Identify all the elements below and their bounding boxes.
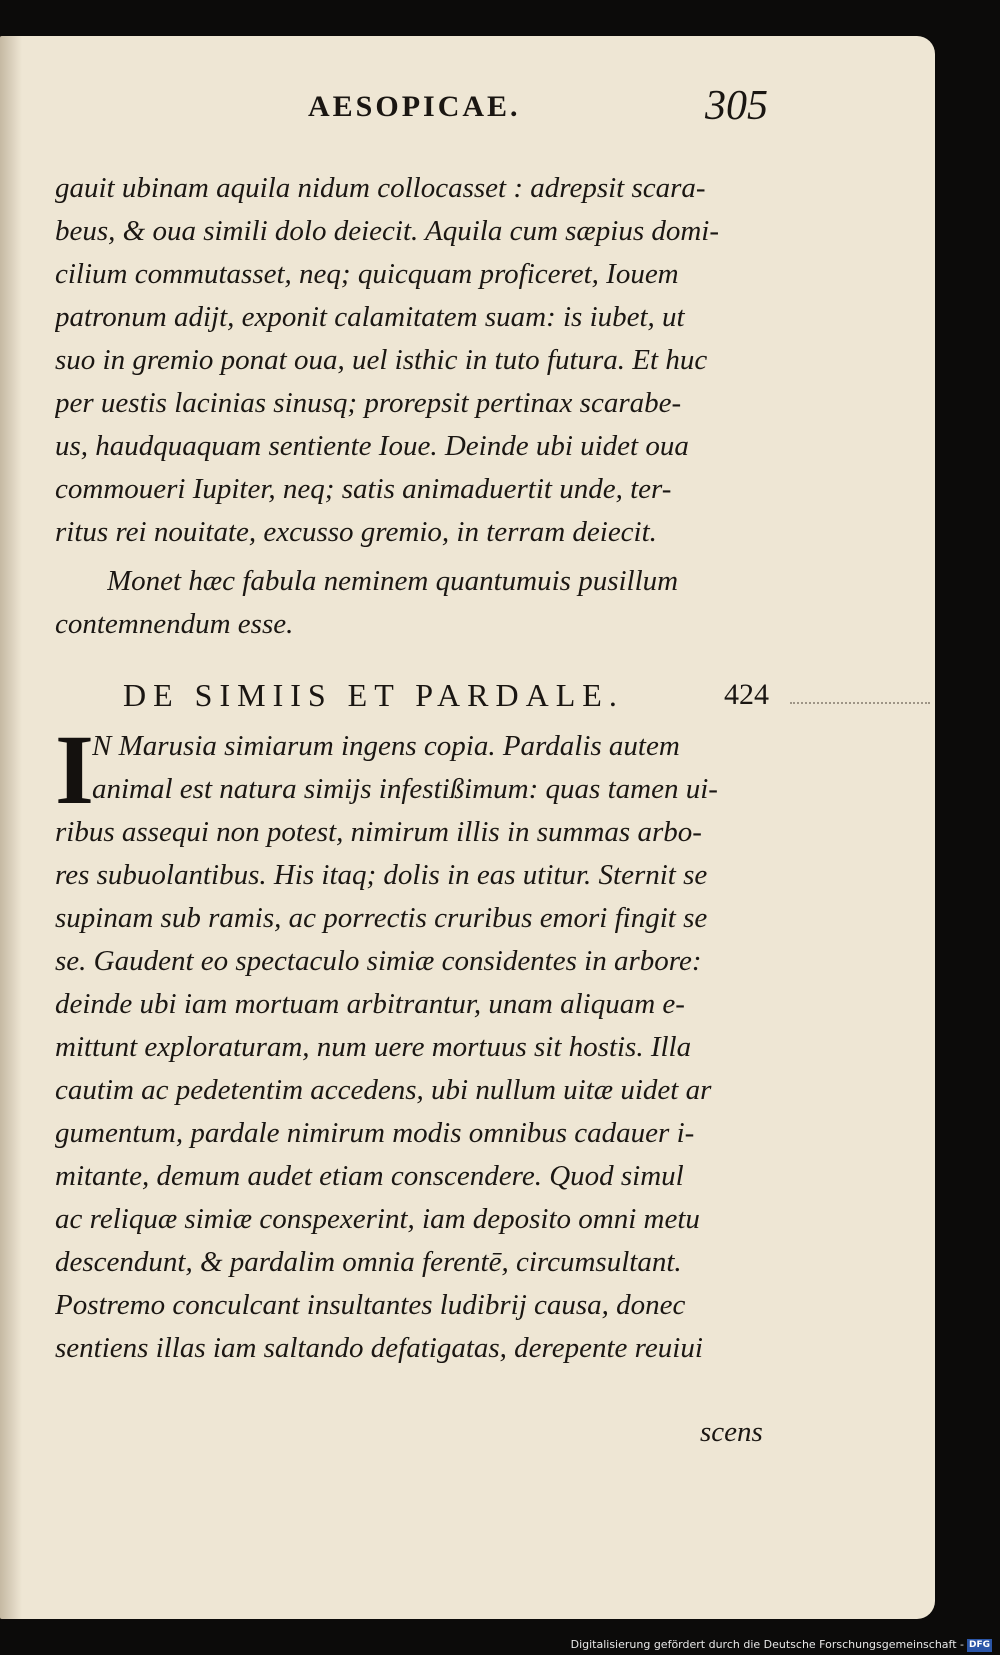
text-line: cilium commutasset, neq; quicquam proficeret, Iouem — [55, 258, 679, 290]
dfg-logo: DFG — [968, 1639, 990, 1650]
catchword: scens — [700, 1416, 763, 1448]
text-line: animal est natura simijs infestißimum: quas tamen ui- — [92, 773, 718, 805]
moral-line: Monet hæc fabula neminem quantumuis pusillum — [107, 565, 679, 597]
text-line: ribus assequi non potest, nimirum illis in summas arbo- — [55, 816, 702, 848]
text-line: patronum adijt, exponit calamitatem suam: is iubet, ut — [55, 301, 685, 333]
fable-number: 424 — [724, 678, 769, 711]
text-line: descendunt, & pardalim omnia ferentē, circumsultant. — [55, 1246, 682, 1278]
running-head: AESOPICAE. — [308, 90, 521, 123]
digitization-credit — [571, 1637, 992, 1653]
page-gutter-shadow — [0, 36, 22, 1619]
text-line: ritus rei nouitate, excusso gremio, in terram deiecit. — [55, 516, 657, 548]
moral-line: contemnendum esse. — [55, 608, 294, 640]
dotted-leader — [790, 702, 930, 704]
page-number: 305 — [705, 83, 768, 129]
drop-capital: I — [55, 714, 94, 825]
text-line: res subuolantibus. His itaq; dolis in eas utitur. Sternit se — [55, 859, 708, 891]
text-line: mittunt exploraturam, num uere mortuus sit hostis. Illa — [55, 1031, 692, 1063]
text-line: gauit ubinam aquila nidum collocasset : adrepsit scara- — [55, 172, 706, 204]
section-heading: DE SIMIIS ET PARDALE. — [123, 677, 624, 713]
text-line: gumentum, pardale nimirum modis omnibus cadauer i- — [55, 1117, 695, 1149]
text-line: Postremo conculcant insultantes ludibrij causa, donec — [55, 1289, 686, 1321]
text-line: cautim ac pedetentim accedens, ubi nullum uitæ uidet ar — [55, 1074, 712, 1106]
text-line: deinde ubi iam mortuam arbitrantur, unam aliquam e- — [55, 988, 685, 1020]
text-line: N Marusia simiarum ingens copia. Pardalis autem — [92, 730, 680, 762]
text-line: per uestis lacinias sinusq; prorepsit pertinax scarabe- — [55, 387, 682, 419]
text-line: supinam sub ramis, ac porrectis cruribus emori fingit se — [55, 902, 708, 934]
text-line: mitante, demum audet etiam conscendere. Quod simul — [55, 1160, 684, 1192]
text-line: commoueri Iupiter, neq; satis animaduertit unde, ter- — [55, 473, 672, 505]
text-line: sentiens illas iam saltando defatigatas, derepente reuiui — [55, 1332, 703, 1364]
text-line: ac reliquæ simiæ conspexerint, iam deposito omni metu — [55, 1203, 700, 1235]
text-line: suo in gremio ponat oua, uel isthic in tuto futura. Et huc — [55, 344, 708, 376]
credit-text: Digitalisierung gefördert durch die Deutsche Forschungsgemeinschaft - — [570, 1638, 964, 1651]
text-line: se. Gaudent eo spectaculo simiæ considentes in arbore: — [55, 945, 702, 977]
text-line: us, haudquaquam sentiente Ioue. Deinde ubi uidet oua — [55, 430, 689, 462]
text-line: beus, & oua simili dolo deiecit. Aquila cum sæpius domi- — [55, 215, 720, 247]
